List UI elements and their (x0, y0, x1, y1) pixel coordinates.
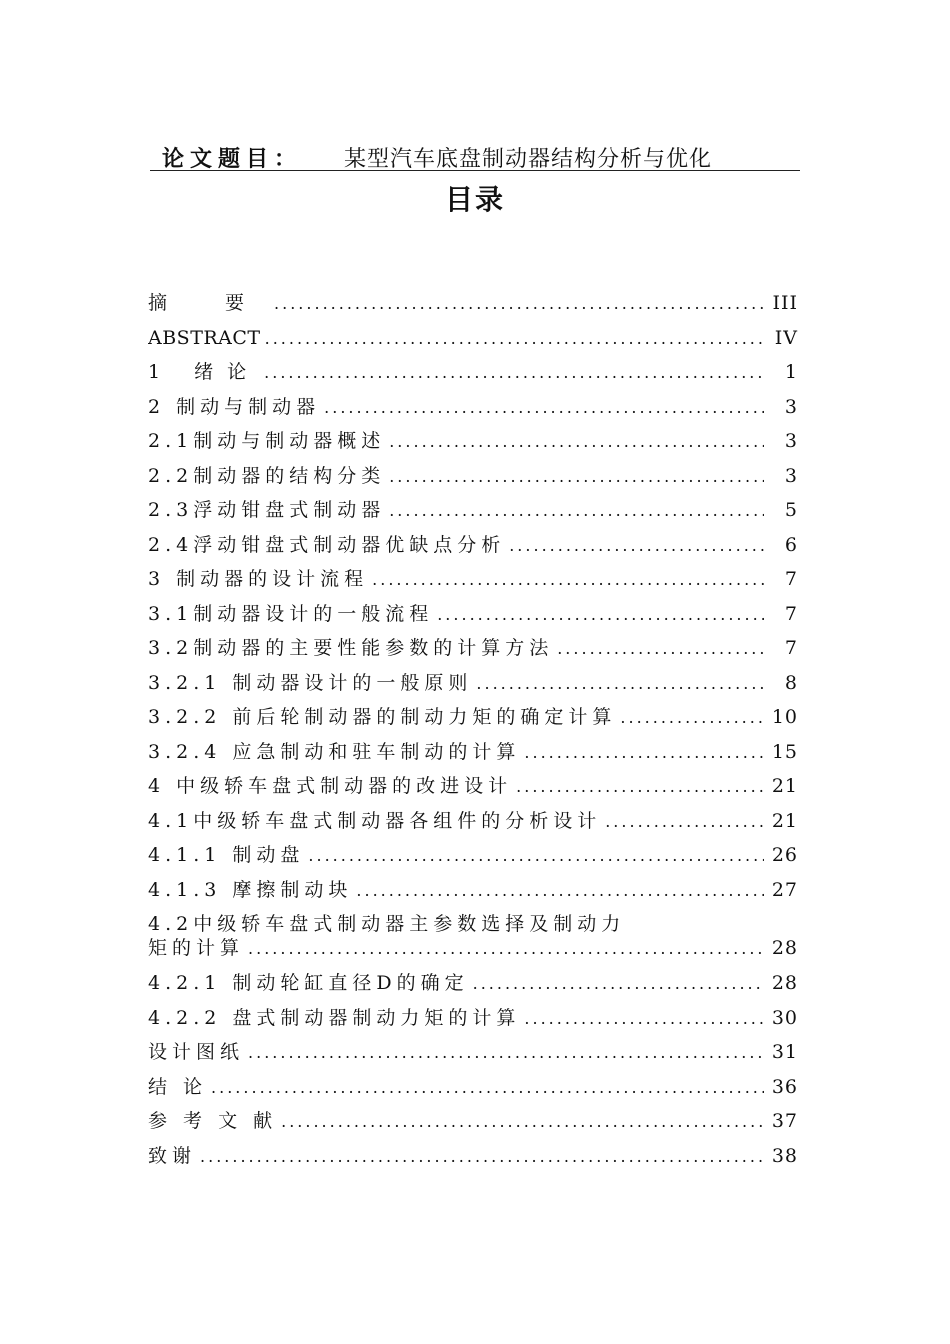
toc-leader-dots (281, 1105, 764, 1139)
toc-leader-dots (389, 494, 764, 528)
toc-entry-page: III (772, 292, 798, 314)
toc-entry-text: 摘 要 (148, 292, 271, 314)
toc-entry-text: 4.2.1 制动轮缸直径D的确定 (148, 972, 469, 994)
toc-leader-dots (620, 701, 764, 735)
toc-entry-page: 7 (784, 602, 798, 625)
toc-entry[interactable] (148, 321, 800, 356)
toc-entry-text: 致谢 (148, 1144, 197, 1167)
toc-entry-page: 27 (771, 878, 798, 901)
toc-entry-page: 3 (784, 395, 798, 418)
toc-entry[interactable] (148, 286, 800, 321)
toc-entry-page: 28 (771, 972, 798, 994)
toc-leader-dots (473, 967, 764, 1001)
toc-entry-text: 4 中级轿车盘式制动器的改进设计 (148, 775, 513, 797)
toc-entry-text: ABSTRACT (148, 326, 261, 349)
toc-leader-dots (211, 1071, 764, 1105)
toc-entry-text: 3.2制动器的主要性能参数的计算方法 (148, 637, 554, 659)
toc-leader-dots (265, 322, 764, 356)
toc-entry-page: 3 (784, 430, 798, 452)
toc-entry[interactable] (148, 1001, 800, 1036)
toc-entry-text: 3.2.1 制动器设计的一般原则 (148, 671, 473, 694)
toc-entry-text: 2 制动与制动器 (148, 395, 321, 418)
toc-entry[interactable] (148, 528, 800, 563)
toc-entry-text: 参 考 文 献 (148, 1110, 278, 1132)
toc-leader-dots (248, 937, 764, 961)
toc-main-entries (148, 286, 800, 907)
toc-entry-text: 4.1.3 摩擦制动块 (148, 878, 353, 901)
toc-entry-text: 3 制动器的设计流程 (148, 568, 369, 590)
toc-entry[interactable] (148, 1139, 800, 1174)
toc-entry-text-line1: 4.2中级轿车盘式制动器主参数选择及制动力 (148, 913, 626, 935)
toc-leader-dots (308, 839, 764, 873)
toc-leader-dots (524, 736, 764, 770)
toc-entry-page: 30 (771, 1006, 798, 1029)
toc-entry-page: 28 (771, 937, 798, 959)
toc-leader-dots (324, 391, 764, 425)
toc-entry[interactable] (148, 1035, 800, 1070)
toc-entry-text: 2.3浮动钳盘式制动器 (148, 499, 386, 521)
toc-entry-page: 8 (784, 671, 798, 694)
toc-entry-page: 21 (771, 809, 798, 832)
toc-entry[interactable] (148, 666, 800, 701)
toc-entry[interactable] (148, 804, 800, 839)
toc-entry-text: 2.2制动器的结构分类 (148, 464, 386, 487)
toc-leader-dots (389, 425, 764, 459)
toc-entry-text: 设计图纸 (148, 1041, 245, 1063)
toc-entry-page: 3 (784, 464, 798, 487)
toc-entry-text: 3.2.2 前后轮制动器的制动力矩的确定计算 (148, 706, 617, 728)
toc-entry-page: 38 (771, 1144, 798, 1167)
toc-entry-page: 15 (771, 740, 798, 763)
toc-entry[interactable] (148, 966, 800, 1001)
toc-entry[interactable] (148, 390, 800, 425)
toc-entry-page: 37 (771, 1110, 798, 1132)
toc-entry-page: 5 (784, 499, 798, 521)
toc-entry[interactable] (148, 562, 800, 597)
toc-entry-text: 3.2.4 应急制动和驻车制动的计算 (148, 740, 521, 763)
toc-entry-text: 结 论 (148, 1075, 208, 1098)
toc-entry-page: 7 (784, 568, 798, 590)
toc-entry-text: 1 绪论 (148, 361, 261, 383)
toc-leader-dots (509, 529, 764, 563)
thesis-title-line (150, 140, 800, 171)
toc-leader-dots (437, 598, 764, 632)
toc-entry-text: 3.1制动器设计的一般流程 (148, 602, 434, 625)
toc-entry-text: 4.1.1 制动盘 (148, 844, 305, 866)
toc-entry-text: 4.2.2 盘式制动器制动力矩的计算 (148, 1006, 521, 1029)
toc-entry[interactable] (148, 459, 800, 494)
toc-leader-dots (372, 563, 764, 597)
toc-tail-entries (148, 966, 800, 1173)
toc-entry-text-line2: 矩的计算 (148, 937, 245, 959)
toc-entry-page: 1 (784, 361, 798, 383)
toc-entry-page: 36 (771, 1075, 798, 1098)
toc-entry-text: 4.1中级轿车盘式制动器各组件的分析设计 (148, 809, 602, 832)
toc-entry-line2 (148, 936, 800, 961)
thesis-title-label: 论文题目： (162, 147, 303, 172)
toc-entry[interactable] (148, 700, 800, 735)
toc-entry[interactable] (148, 355, 800, 390)
toc-entry-page: 6 (784, 533, 798, 556)
thesis-title: 某型汽车底盘制动器结构分析与优化 (344, 147, 713, 172)
toc-entry-page: IV (774, 326, 798, 349)
toc-leader-dots (476, 667, 764, 701)
toc-entry-page: 26 (771, 844, 798, 866)
table-of-contents (148, 286, 800, 1173)
toc-entry[interactable] (148, 838, 800, 873)
toc-leader-dots (524, 1002, 764, 1036)
toc-entry[interactable] (148, 1104, 800, 1139)
toc-entry[interactable] (148, 769, 800, 804)
toc-entry[interactable] (148, 493, 800, 528)
toc-entry-multiline[interactable] (148, 907, 800, 966)
toc-leader-dots (516, 770, 764, 804)
toc-entry[interactable] (148, 873, 800, 908)
toc-leader-dots (356, 874, 764, 908)
toc-entry-page: 31 (771, 1041, 798, 1063)
toc-leader-dots (389, 460, 764, 494)
toc-entry-text: 2.1制动与制动器概述 (148, 430, 386, 452)
toc-entry[interactable] (148, 1070, 800, 1105)
toc-leader-dots (274, 287, 764, 321)
toc-leader-dots (605, 805, 764, 839)
toc-entry-text: 2.4浮动钳盘式制动器优缺点分析 (148, 533, 506, 556)
toc-entry-page: 21 (771, 775, 798, 797)
toc-entry[interactable] (148, 735, 800, 770)
toc-leader-dots (248, 1036, 764, 1070)
toc-leader-dots (264, 356, 764, 390)
toc-leader-dots (200, 1140, 764, 1174)
toc-heading: 目录 (444, 183, 505, 216)
toc-entry[interactable] (148, 631, 800, 666)
toc-entry[interactable] (148, 597, 800, 632)
toc-entry-page: 7 (784, 637, 798, 659)
toc-leader-dots (557, 632, 764, 666)
toc-entry[interactable] (148, 424, 800, 459)
toc-entry-page: 10 (771, 706, 798, 728)
